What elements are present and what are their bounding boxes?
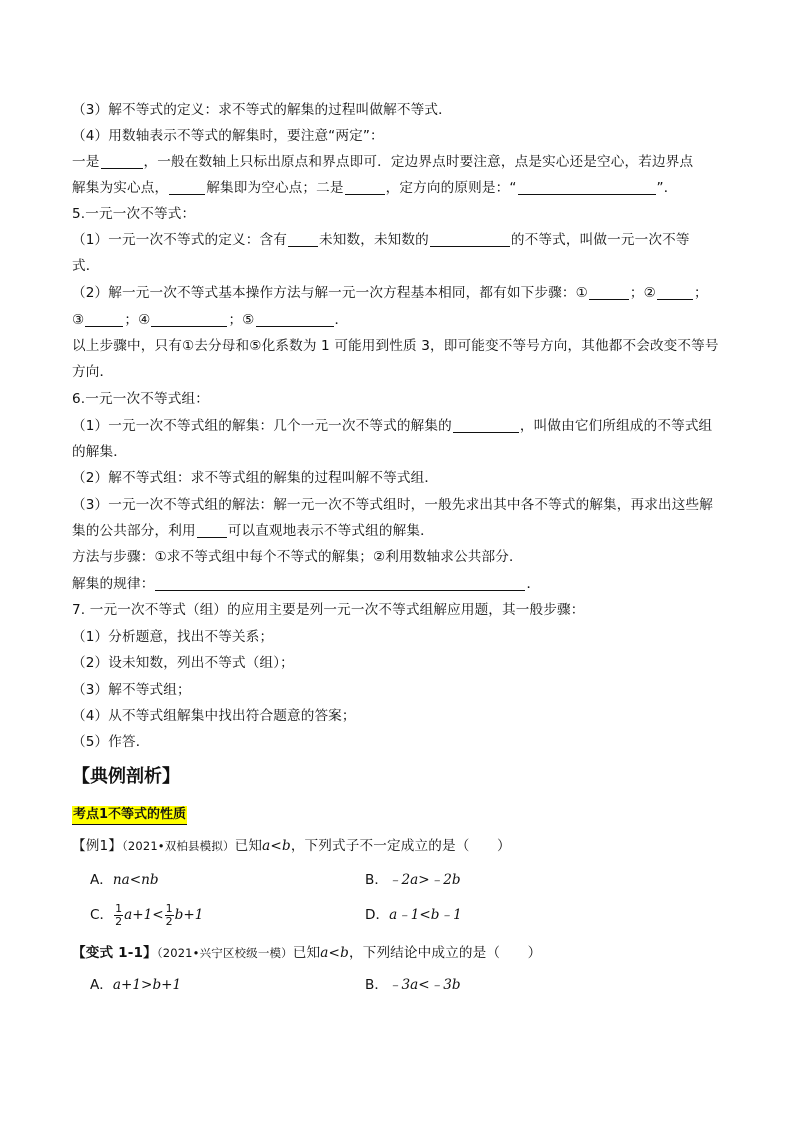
option-math: a+1< [124, 907, 164, 923]
text-line: （3）一元一次不等式组的解法：解一元一次不等式组时，一般先求出其中各不等式的解集，再求出这些解 [72, 497, 714, 513]
text-line [72, 521, 730, 541]
text-line: 式． [72, 258, 100, 274]
answer-blank[interactable] [453, 418, 519, 433]
section-heading: 7. 一元一次不等式（组）的应用主要是列一元一次不等式组解应用题，其一般步骤： [72, 602, 585, 618]
text-fragment: 的不等式，叫做一元一次不等 [510, 232, 690, 248]
text-line: （5）作答． [72, 734, 150, 750]
answer-blank[interactable] [169, 180, 205, 195]
text-fragment: 解集的规律： [72, 576, 155, 592]
option-label: B． [365, 872, 388, 888]
text-fragment: ，下列式子不一定成立的是（ ） [290, 838, 511, 854]
text-fragment: 已知 [292, 945, 321, 961]
text-line [72, 310, 730, 330]
text-line: 以上步骤中，只有①去分母和⑤化系数为 1 可能用到性质 3，即可能变不等号方向，其他都不会改变不等号 [72, 338, 719, 354]
text-fragment: ，叫做由它们所组成的不等式组 [519, 418, 713, 434]
option-math: ﹣2a>﹣2b [387, 872, 461, 888]
text-fragment: 一是 [72, 154, 100, 170]
text-fragment: ． [526, 576, 541, 592]
fraction-denominator: 2 [165, 914, 173, 928]
text-line: （1）分析题意，找出不等关系； [72, 629, 274, 645]
text-fragment: 解集即为空心点；二是 [206, 180, 344, 196]
example-source: （2021•双柏县模拟） [122, 839, 235, 853]
answer-blank[interactable] [151, 312, 227, 327]
example-1-stem [72, 836, 730, 856]
text-fragment: 未知数，未知数的 [318, 232, 429, 248]
fraction-numerator: 1 [165, 901, 173, 915]
variant-1-1-stem [72, 943, 730, 963]
text-line: 方法与步骤：①求不等式组中每个不等式的解集；②利用数轴求公共部分． [72, 549, 523, 565]
text-fragment: ③ [72, 312, 85, 328]
fraction [114, 903, 123, 928]
option-label: B． [365, 977, 388, 993]
math-rel: < [270, 838, 282, 854]
text-line: （4）从不等式组解集中找出符合题意的答案； [72, 708, 356, 724]
option-math: ﹣3a<﹣3b [387, 977, 461, 993]
text-fragment: （2）解一元一次不等式基本操作方法与解一元一次方程基本相同，都有如下步骤：① [72, 285, 588, 301]
answer-blank[interactable] [589, 285, 629, 300]
text-fragment: ；④ [124, 312, 151, 328]
math-var: b [340, 945, 349, 961]
option-c[interactable] [90, 900, 203, 930]
option-math: na<nb [112, 872, 159, 888]
text-fragment: ”． [656, 180, 678, 196]
text-line: （3）解不等式组； [72, 682, 191, 698]
fraction-denominator: 2 [115, 914, 123, 928]
text-line [72, 230, 730, 250]
text-fragment: （1）一元一次不等式组的解集：几个一元一次不等式的解集的 [72, 418, 452, 434]
text-line [72, 283, 730, 303]
text-fragment: 已知 [234, 838, 263, 854]
option-label: C． [90, 907, 114, 923]
example-source: （2021•兴宁区校级一模） [156, 946, 293, 960]
text-fragment: ． [334, 312, 349, 328]
answer-blank[interactable] [256, 312, 334, 327]
text-fragment: ，定方向的原则是：“ [385, 180, 517, 196]
text-fragment: ，下列结论中成立的是（ ） [348, 945, 542, 961]
text-fragment: 可以直观地表示不等式组的解集． [227, 523, 434, 539]
option-b[interactable] [365, 975, 461, 995]
answer-blank[interactable] [518, 180, 656, 195]
option-label: A． [90, 977, 113, 993]
math-var: b [281, 838, 291, 854]
math-var: a [262, 838, 271, 854]
text-line [72, 152, 730, 172]
option-math: a﹣1<b﹣1 [389, 907, 462, 923]
text-line: 方向． [72, 364, 114, 380]
option-a[interactable] [90, 975, 181, 995]
answer-blank[interactable] [85, 312, 123, 327]
option-a[interactable] [90, 870, 159, 890]
text-fragment: （1）一元一次不等式的定义：含有 [72, 232, 287, 248]
text-line [72, 178, 730, 198]
option-label: A． [90, 872, 113, 888]
text-line: （3）解不等式的定义：求不等式的解集的过程叫做解不等式． [72, 102, 452, 118]
math-rel: < [328, 945, 341, 961]
text-line: （2）解不等式组：求不等式组的解集的过程叫解不等式组． [72, 470, 439, 486]
topic-tag: 考点1不等式的性质 [72, 806, 187, 825]
example-label: 【例1】 [72, 838, 123, 854]
math-var: a [320, 945, 329, 961]
text-line [72, 416, 730, 436]
text-fragment: 集的公共部分，利用 [72, 523, 196, 539]
section-title: 【典例剖析】 [72, 766, 180, 787]
text-line: 的解集． [72, 444, 127, 460]
answer-blank[interactable] [657, 285, 693, 300]
option-math: a+1>b+1 [112, 977, 182, 993]
option-b[interactable] [365, 870, 461, 890]
answer-blank[interactable] [430, 232, 510, 247]
answer-blank[interactable] [155, 576, 525, 591]
option-label: D． [365, 907, 390, 923]
section-heading: 5.一元一次不等式： [72, 206, 196, 222]
text-line [72, 574, 730, 594]
text-fragment: ； [694, 285, 708, 301]
fraction-numerator: 1 [115, 901, 123, 915]
text-fragment: 解集为实心点， [72, 180, 169, 196]
answer-blank[interactable] [197, 523, 227, 538]
text-line: （4）用数轴表示不等式的解集时，要注意“两定”： [72, 128, 384, 144]
section-heading: 6.一元一次不等式组： [72, 391, 209, 407]
text-line: （2）设未知数，列出不等式（组）； [72, 655, 294, 671]
option-math: b+1 [174, 907, 204, 923]
example-label: 【变式 1-1】 [72, 945, 157, 961]
answer-blank[interactable] [345, 180, 385, 195]
fraction [165, 903, 174, 928]
text-fragment: ；② [629, 285, 657, 301]
text-fragment: ；⑤ [228, 312, 255, 328]
option-d[interactable] [365, 905, 462, 925]
answer-blank[interactable] [101, 154, 143, 169]
text-fragment: ，一般在数轴上只标出原点和界点即可．定边界点时要注意，点是实心还是空心，若边界点 [143, 154, 694, 170]
answer-blank[interactable] [288, 232, 318, 247]
